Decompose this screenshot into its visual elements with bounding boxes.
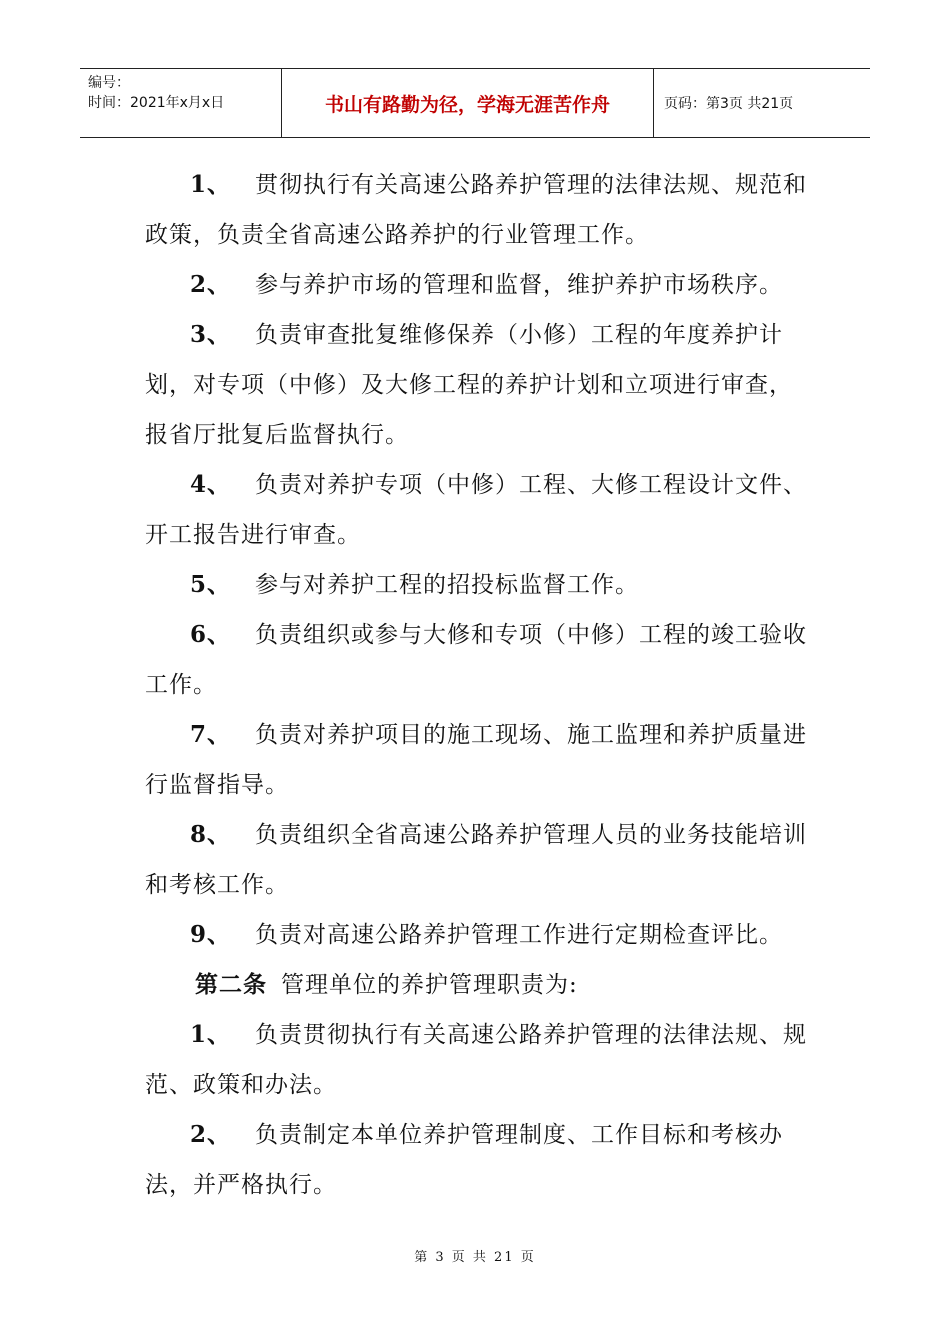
item-number: 2、 bbox=[190, 271, 232, 298]
list-item bbox=[145, 560, 810, 610]
item-text: 负责对养护专项（中修）工程、大修工程设计文件、开工报告进行审查。 bbox=[145, 472, 808, 548]
list-item bbox=[145, 810, 810, 910]
item-number: 1、 bbox=[190, 1021, 232, 1048]
item-text: 参与对养护工程的招投标监督工作。 bbox=[255, 572, 640, 598]
item-number: 5、 bbox=[190, 571, 232, 598]
document-body bbox=[145, 160, 810, 1210]
item-number: 8、 bbox=[190, 821, 232, 848]
document-time-label: 时间：2021年x月x日 bbox=[88, 95, 225, 111]
item-number: 2、 bbox=[190, 1121, 232, 1148]
item-number: 7、 bbox=[190, 721, 232, 748]
item-text: 负责对养护项目的施工现场、施工监理和养护质量进行监督指导。 bbox=[145, 722, 808, 798]
item-text: 负责贯彻执行有关高速公路养护管理的法律法规、规范、政策和办法。 bbox=[145, 1022, 808, 1098]
item-text: 参与养护市场的管理和监督，维护养护市场秩序。 bbox=[255, 272, 784, 298]
item-text: 负责组织或参与大修和专项（中修）工程的竣工验收工作。 bbox=[145, 622, 808, 698]
header-motto: 书山有路勤为径，学海无涯苦作舟 bbox=[282, 69, 654, 137]
article-heading bbox=[145, 960, 810, 1010]
item-text: 负责组织全省高速公路养护管理人员的业务技能培训和考核工作。 bbox=[145, 822, 808, 898]
item-number: 4、 bbox=[190, 471, 232, 498]
list-item bbox=[145, 910, 810, 960]
item-text: 负责对高速公路养护管理工作进行定期检查评比。 bbox=[255, 922, 784, 948]
document-number-label: 编号： bbox=[88, 75, 130, 91]
list-item bbox=[145, 710, 810, 810]
list-item bbox=[145, 260, 810, 310]
list-item bbox=[145, 1010, 810, 1110]
page-footer: 第 3 页 共 21 页 bbox=[414, 1250, 536, 1265]
list-item bbox=[145, 160, 810, 260]
list-item bbox=[145, 460, 810, 560]
item-number: 9、 bbox=[190, 921, 232, 948]
page-header bbox=[80, 68, 870, 138]
list-item bbox=[145, 610, 810, 710]
header-page-label: 页码：第3页 共21页 bbox=[664, 96, 794, 112]
item-number: 6、 bbox=[190, 621, 232, 648]
article-text: 管理单位的养护管理职责为: bbox=[281, 972, 578, 998]
item-number: 1、 bbox=[190, 171, 232, 198]
item-text: 贯彻执行有关高速公路养护管理的法律法规、规范和政策，负责全省高速公路养护的行业管理工作。 bbox=[145, 172, 808, 248]
header-meta bbox=[80, 69, 282, 137]
item-number: 3、 bbox=[190, 321, 232, 348]
article-title: 第二条 bbox=[195, 971, 267, 998]
item-text: 负责制定本单位养护管理制度、工作目标和考核办法，并严格执行。 bbox=[145, 1122, 784, 1198]
list-item bbox=[145, 310, 810, 460]
item-text: 负责审查批复维修保养（小修）工程的年度养护计划，对专项（中修）及大修工程的养护计划和立项进行审查，报省厅批复后监督执行。 bbox=[145, 322, 793, 448]
list-item bbox=[145, 1110, 810, 1210]
